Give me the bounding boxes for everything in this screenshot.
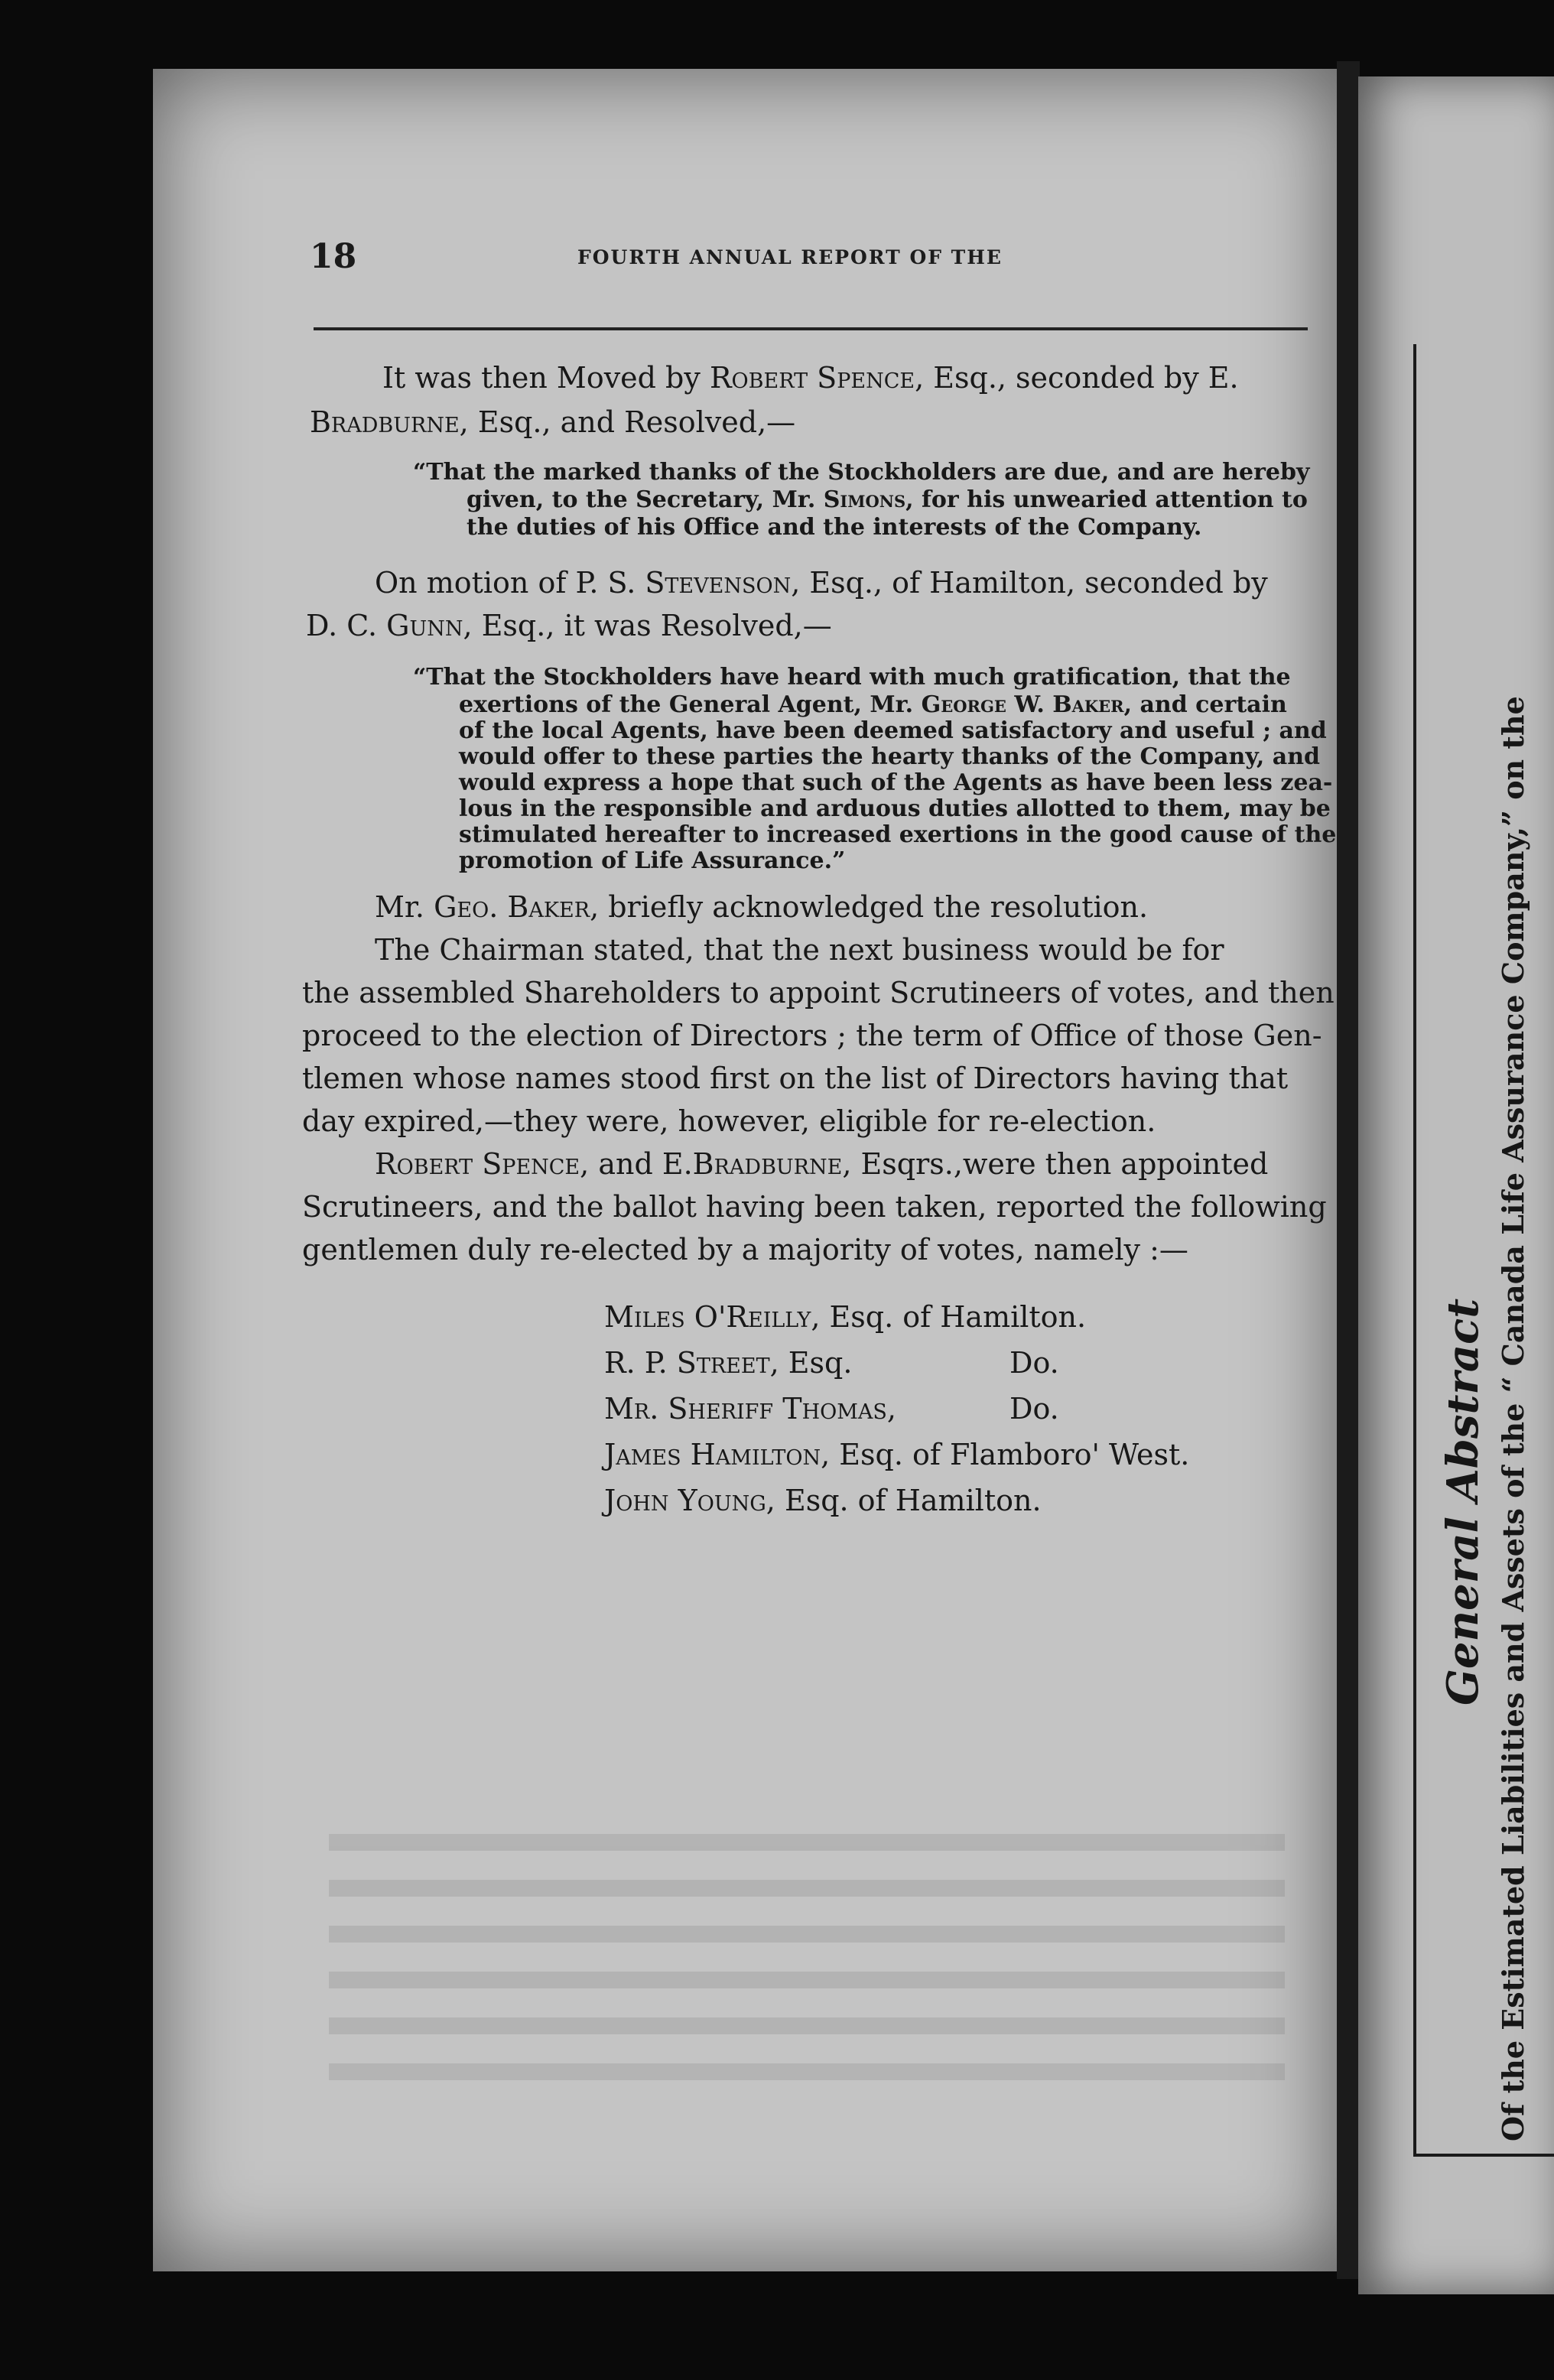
- quote-1-line-3: the duties of his Office and the interests of the Company.: [467, 514, 1202, 541]
- ditto-mark-2: Do.: [1009, 1392, 1059, 1426]
- quote-2-line-6: lous in the responsible and arduous duties allotted to them, may be: [459, 795, 1331, 822]
- quote-1-line-1: “That the marked thanks of the Stockholders are due, and are hereby: [413, 459, 1310, 486]
- paragraph-4-line-4: tlemen whose names stood first on the list of Directors having that: [302, 1062, 1289, 1095]
- bleed-through-text: [329, 1805, 1285, 2187]
- elected-director-5: John Young, Esq. of Hamilton.: [604, 1484, 1042, 1517]
- sidebar-bottom-rule: [1413, 2154, 1554, 2157]
- paragraph-2-line-2: D. C. Gunn, Esq., it was Resolved,—: [306, 609, 832, 642]
- quote-1-line-2: given, to the Secretary, Mr. Simons, for his unwearied attention to: [467, 486, 1308, 513]
- page-header: [310, 237, 1319, 283]
- paragraph-4-line-3: proceed to the election of Directors ; the term of Office of those Gen-: [302, 1019, 1322, 1052]
- page-number: 18: [310, 237, 357, 276]
- paragraph-4-line-1: The Chairman stated, that the next business would be for: [375, 933, 1224, 967]
- sidebar-frame-rule: [1413, 344, 1416, 2157]
- quote-2-line-8: promotion of Life Assurance.”: [459, 847, 846, 874]
- paragraph-5-line-1: Robert Spence, and E.Bradburne, Esqrs.,were then appointed: [375, 1147, 1269, 1181]
- paragraph-5-line-3: gentlemen duly re-elected by a majority of votes, namely :—: [302, 1233, 1188, 1266]
- paragraph-1-line-2: Bradburne, Esq., and Resolved,—: [310, 405, 796, 439]
- book-spine: [1337, 61, 1360, 2279]
- quote-2-line-7: stimulated hereafter to increased exertions in the good cause of the: [459, 821, 1337, 848]
- elected-director-2: R. P. Street, Esq.: [604, 1346, 853, 1380]
- running-title: FOURTH ANNUAL REPORT OF THE: [577, 246, 1003, 268]
- elected-director-3: Mr. Sheriff Thomas,: [604, 1392, 896, 1426]
- quote-2-line-1: “That the Stockholders have heard with much gratification, that the: [413, 664, 1291, 691]
- quote-2-line-3: of the local Agents, have been deemed satisfactory and useful ; and: [459, 717, 1327, 744]
- sidebar-title: General Abstract: [1438, 1298, 1488, 1705]
- quote-2-line-4: would offer to these parties the hearty thanks of the Company, and: [459, 743, 1321, 770]
- sidebar-subtitle: Of the Estimated Liabilities and Assets of the “ Canada Life Assurance Company,” on the: [1496, 696, 1530, 2141]
- header-rule: [314, 327, 1308, 330]
- paragraph-4-line-5: day expired,—they were, however, eligible for re-election.: [302, 1104, 1156, 1138]
- quote-2-line-5: would express a hope that such of the Agents as have been less zea-: [459, 769, 1333, 796]
- paragraph-1-line-1: It was then Moved by Robert Spence, Esq., seconded by E.: [382, 361, 1239, 395]
- quote-2-line-2: exertions of the General Agent, Mr. George W. Baker, and certain: [459, 691, 1287, 718]
- ditto-mark-1: Do.: [1009, 1346, 1059, 1380]
- elected-director-4: James Hamilton, Esq. of Flamboro' West.: [604, 1438, 1190, 1471]
- paragraph-5-line-2: Scrutineers, and the ballot having been taken, reported the following: [302, 1190, 1327, 1224]
- paragraph-4-line-2: the assembled Shareholders to appoint Scrutineers of votes, and then: [302, 976, 1335, 1010]
- paragraph-3: Mr. Geo. Baker, briefly acknowledged the resolution.: [375, 890, 1149, 924]
- paragraph-2-line-1: On motion of P. S. Stevenson, Esq., of Hamilton, seconded by: [375, 566, 1268, 600]
- elected-director-1: Miles O'Reilly, Esq. of Hamilton.: [604, 1300, 1087, 1334]
